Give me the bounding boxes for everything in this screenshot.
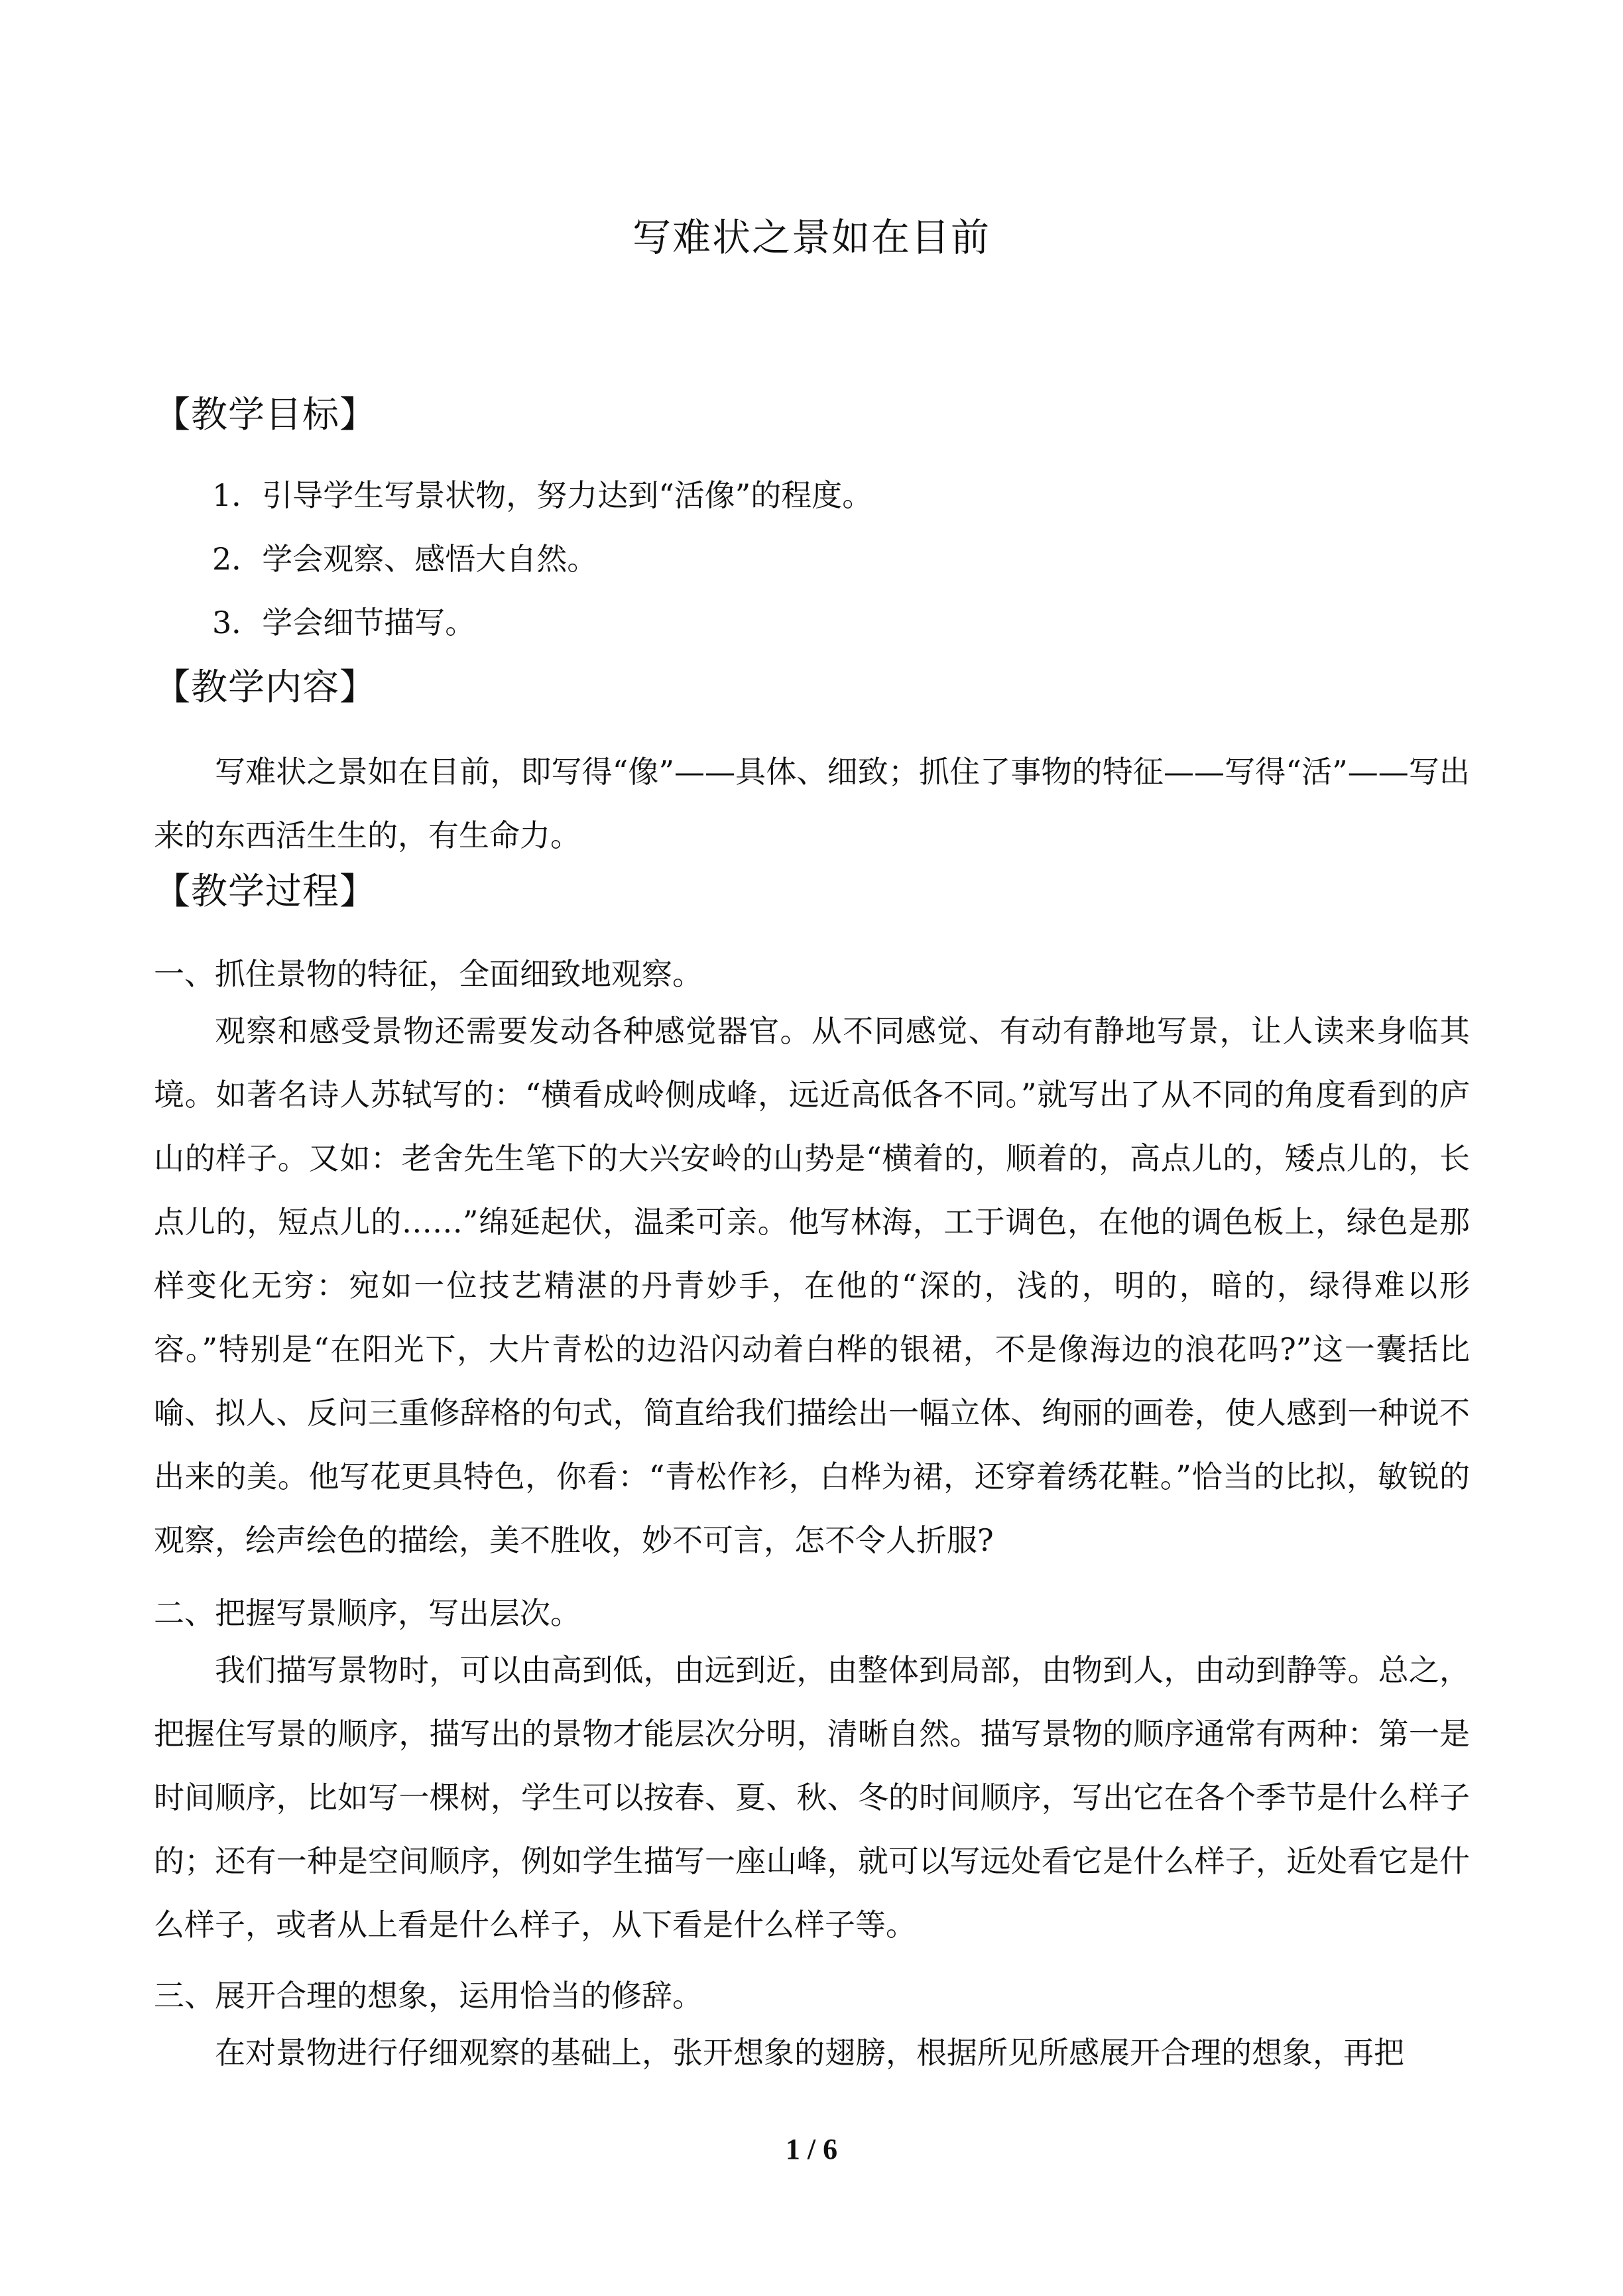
page-number: 1 / 6 [785,2133,838,2165]
goal-item-1: 1．引导学生写景状物，努力达到“活像”的程度。 [212,477,873,513]
document-title: 写难状之景如在目前 [632,215,991,260]
goal-item-3: 3．学会细节描写。 [212,605,476,640]
step-2-paragraph: 我们描写景物时，可以由高到低，由远到近，由整体到局部，由物到人，由动到静等。总之，把握住写景的顺序，描写出的景物才能层次分明，清晰自然。描写景物的顺序通常有两种：第一是时间顺序，比如写一棵树，学生可以按春、夏、秋、冬的时间顺序，写出它在各个季节是什么样子的；还有一种是空间顺序，例如学生描写一座山峰，就可以写远处看它是什么样子，近处看它是什么样子，或者从上看是什么样子，从下看是什么样子等。 [154,1652,1470,1943]
step-1-title: 一、抓住景物的特征，全面细致地观察。 [154,956,703,992]
section-heading-goals: 【教学目标】 [154,393,377,436]
section-heading-process: 【教学过程】 [154,870,377,912]
goal-item-2: 2．学会观察、感悟大自然。 [212,541,598,577]
step-2-title: 二、把握写景顺序，写出层次。 [154,1595,581,1631]
step-3-title: 三、展开合理的想象，运用恰当的修辞。 [154,1978,703,2014]
step-1-paragraph: 观察和感受景物还需要发动各种感觉器官。从不同感觉、有动有静地写景，让人读来身临其境。如著名诗人苏轼写的：“横看成岭侧成峰，远近高低各不同。”就写出了从不同的角度看到的庐山的样子。又如：老舍先生笔下的大兴安岭的山势是“横着的，顺着的，高点儿的，矮点儿的，长点儿的，短点儿的……”绵延起伏，温柔可亲。他写林海，工于调色，在他的调色板上，绿色是那样变化无穷：宛如一位技艺精湛的丹青妙手，在他的“深的，浅的，明的，暗的，绿得难以形容。”特别是“在阳光下，大片青松的边沿闪动着白桦的银裙，不是像海边的浪花吗?”这一囊括比喻、拟人、反问三重修辞格的句式，简直给我们描绘出一幅立体、绚丽的画卷，使人感到一种说不出来的美。他写花更具特色，你看：“青松作衫，白桦为裙，还穿着绣花鞋。”恰当的比拟，敏锐的观察，绘声绘色的描绘，美不胜收，妙不可言，怎不令人折服? [154,1013,1470,1558]
section-heading-content: 【教学内容】 [154,666,377,708]
content-paragraph: 写难状之景如在目前，即写得“像”——具体、细致；抓住了事物的特征——写得“活”——写出来的东西活生生的，有生命力。 [154,754,1470,853]
step-3-paragraph: 在对景物进行仔细观察的基础上，张开想象的翅膀，根据所见所感展开合理的想象，再把 [215,2035,1404,2071]
